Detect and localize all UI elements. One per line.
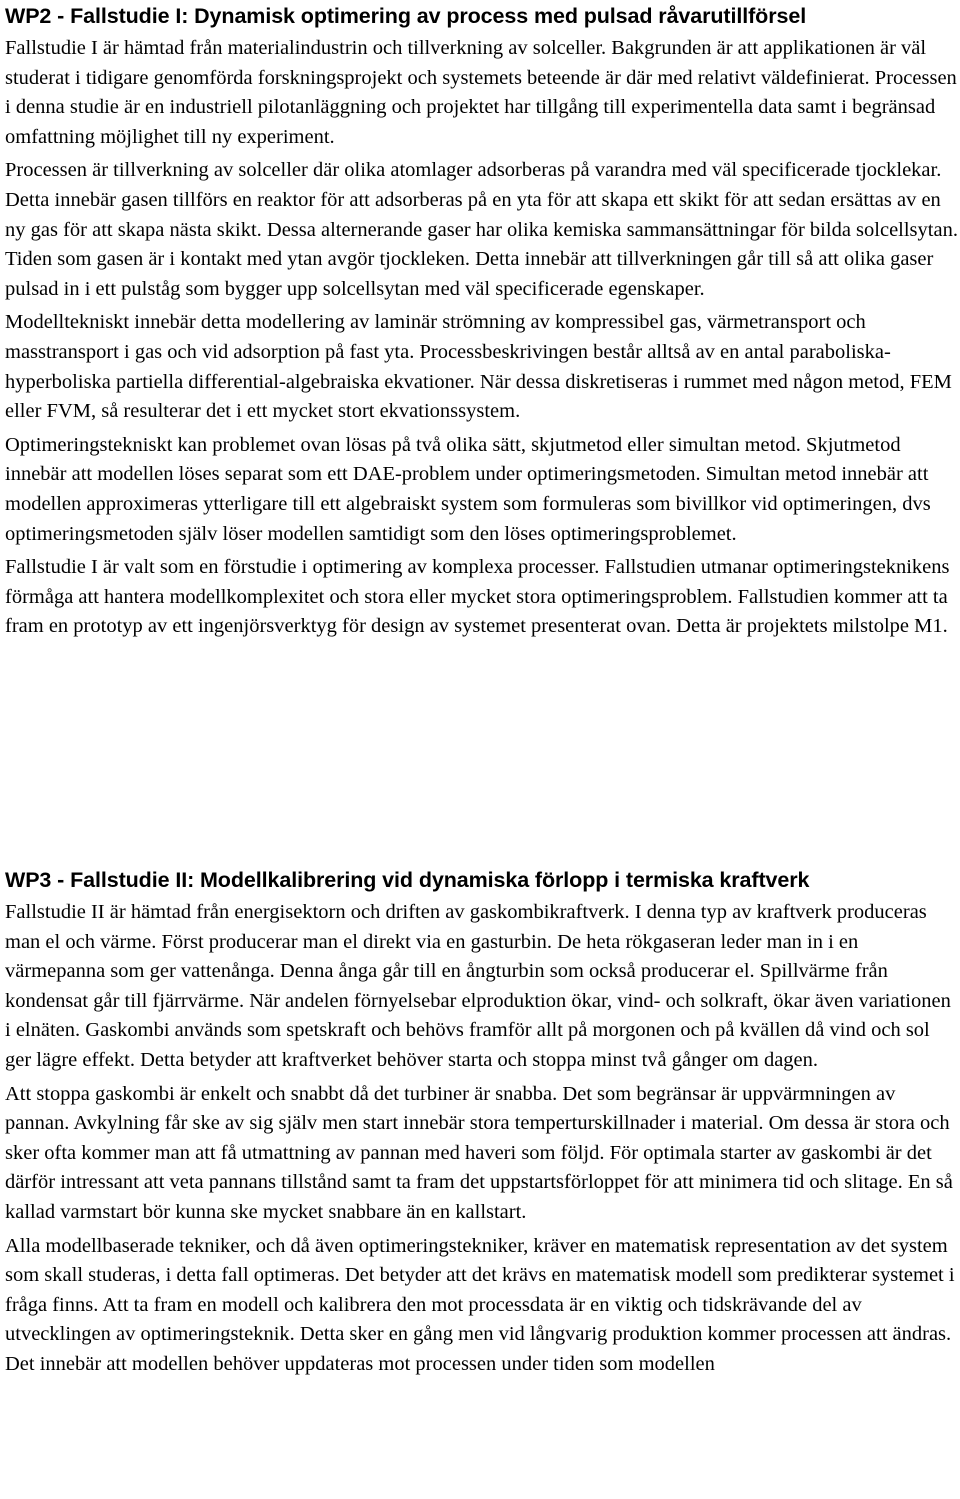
paragraph: Alla modellbaserade tekniker, och då även optimeringstekniker, kräver en matematisk representation av det system som skall studeras, i detta fall optimeras. Det betyder att det krävs en matematisk modell som predikterar systemet i fråga finns. Att ta fram en modell och kalibrera den mot processdata är en viktig och tidskrävande del av utvecklingen av optimeringsteknik. Detta sker en gång men vid långvarig produktion kommer processen att ändras. Det innebär att modellen behöver uppdateras mot processen under tiden som modellen [5,1234,955,1375]
paragraph: Fallstudie I är hämtad från materialindustrin och tillverkning av solceller. Bakgrunden är att applikationen är väl studerat i tidigare genomförda forskningsprojekt och systemets beteende är där med relativt väldefinierat. Processen i denna studie är en industriell pilotanläggning och projektet har tillgång till experimentella data samt i begränsad omfattning möjlighet till ny experiment. [5,37,957,148]
section-heading-wp3: WP3 - Fallstudie II: Modellkalibrering vid dynamiska förlopp i termiska kraftverk [5,868,810,892]
paragraph: Fallstudie I är valt som en förstudie i optimering av komplexa processer. Fallstudien utmanar optimeringsteknikens förmåga att hantera modellkomplexitet och stora eller mycket stora optimeringsproblem. Fallstudien kommer att ta fram en prototyp av ett ingenjörsverktyg för design av systemet presenterat ovan. Detta är projektets milstolpe M1. [5,556,950,638]
paragraph: Optimeringstekniskt kan problemet ovan lösas på två olika sätt, skjutmetod eller simultan metod. Skjutmetod innebär att modellen löses separat som ett DAE-problem under optimeringsmetoden. Simultan metod innebär att modellen approximeras ytterligare till ett algebraiskt system som formuleras som bivillkor vid optimeringen, dvs optimeringsmetoden själv löser modellen samtidigt som den löses optimeringsproblemet. [5,433,931,545]
paragraph: Modelltekniskt innebär detta modellering av laminär strömning av kompressibel gas, värmetransport och masstransport i gas och vid adsorption på fast yta. Processbeskrivingen består alltså av en antal paraboliska-hyperboliska partiella differential-algebraiska ekvationer. När dessa diskretiseras i rummet med någon metod, FEM eller FVM, så resulterar det i ett mycket stort ekvationssystem. [5,311,952,423]
paragraph: Fallstudie II är hämtad från energisektorn och driften av gaskombikraftverk. I denna typ av kraftverk produceras man el och värme. Först producerar man el direkt via en gasturbin. De heta rökgaseran leder man in i en värmepanna som ger vattenånga. Denna ånga går till en ångturbin som också producerar el. Spillvärme från kondensat går till fjärrvärme. När andelen förnyelsebar elproduktion ökar, vind- och solkraft, ökar även variationen i elnäten. Gaskombi används som spetskraft och behövs framför allt på morgonen och på kvällen då vind och sol ger lägre effekt. Detta betyder att kraftverket behöver starta och stoppa minst två gånger om dagen. [5,901,951,1071]
section-wp2 [5,2,960,642]
paragraph: Processen är tillverkning av solceller där olika atomlager adsorberas på varandra med väl specificerade tjocklekar. Detta innebär gasen tillförs en reaktor för att adsorberas på en yta för att skapa ett skikt för att sedan ersättas av en ny gas för att skapa nästa skikt. Dessa alternerande gaser har olika kemiska sammansättningar för bilda solcellsytan. Tiden som gasen är i kontakt med ytan avgör tjockleken. Detta innebär att tillverkningen går till så att olika gaser pulsad in i ett pulståg som bygger upp solcellsytan med väl specificerade egenskaper. [5,159,958,300]
section-heading-wp2: WP2 - Fallstudie I: Dynamisk optimering av process med pulsad råvarutillförsel [5,4,807,28]
section-wp3 [5,866,960,1380]
paragraph: Att stoppa gaskombi är enkelt och snabbt då det turbiner är snabba. Det som begränsar är uppvärmningen av pannan. Avkylning får ske av sig själv men start innebär stora temperturskillnader i material. Om dessa är stora och sker ofta kommer man att få utmattning av pannan med haveri som följd. För optimala starter av gaskombi är det därför intressant att veta pannans tillstånd samt ta fram det uppstartsförloppet för att minimera tid och slitage. En så kallad varmstart bör kunna ske mycket snabbare än en kallstart. [5,1082,953,1223]
